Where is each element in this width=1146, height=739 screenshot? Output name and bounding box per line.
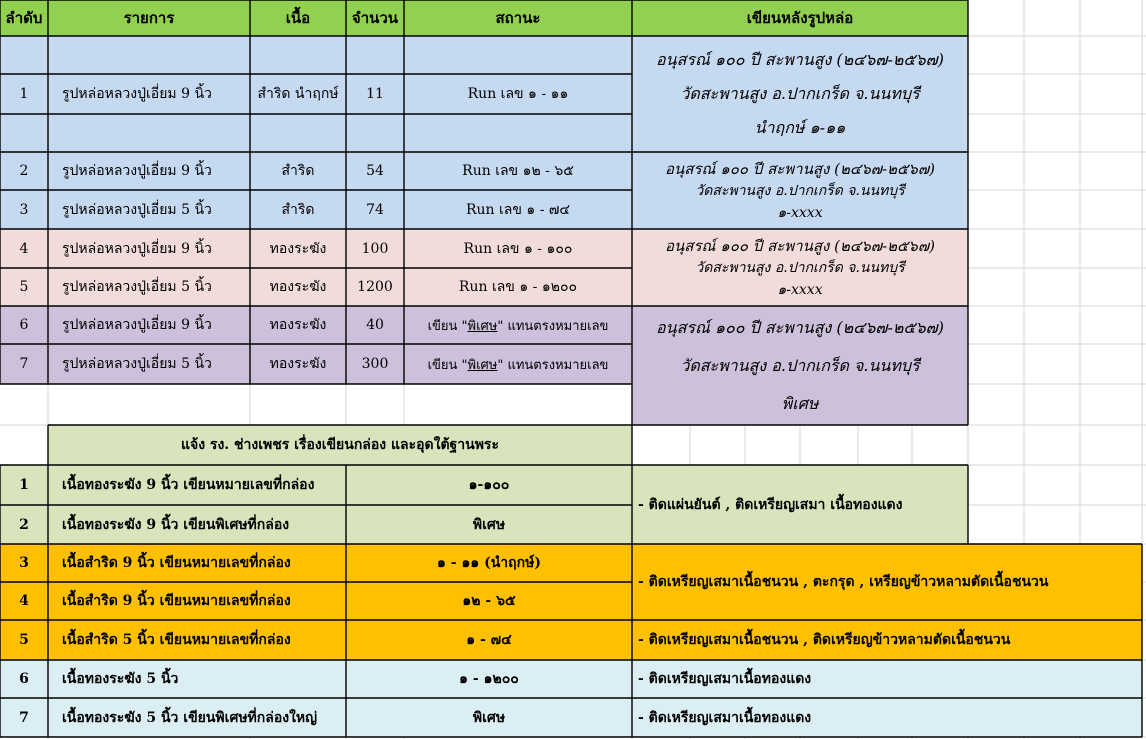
row6-item: รูปหล่อหลวงปู่เอี่ยม 9 นิ้ว (48, 306, 250, 344)
notice-row1-desc: เนื้อทองระฆัง 9 นิ้ว เขียนหมายเลขที่กล่อง (48, 465, 346, 505)
status-prefix: เขียน " (427, 357, 468, 373)
row6-qty: 40 (346, 306, 404, 344)
row6-status (404, 306, 632, 344)
status-underlined: พิเศษ (467, 357, 498, 373)
back-line: นำฤกษ์ ๑-๑๑ (754, 118, 846, 137)
notice-row6-num: 6 (0, 660, 48, 698)
notice-remark-6: - ติดเหรียญเสมาเนื้อทองแดง (632, 660, 1142, 698)
notice-remark-7: - ติดเหรียญเสมาเนื้อทองแดง (632, 698, 1142, 737)
header-item: รายการ (48, 0, 250, 36)
header-status: สถานะ (404, 0, 632, 36)
notice-row2-desc: เนื้อทองระฆัง 9 นิ้ว เขียนพิเศษที่กล่อง (48, 505, 346, 544)
back-line: อนุสรณ์ ๑๐๐ ปี สะพานสูง (๒๔๖๗-๒๕๖๗) (665, 159, 935, 178)
header-qty: จำนวน (346, 0, 404, 36)
back-line: พิเศษ (781, 393, 819, 413)
row4-item: รูปหล่อหลวงปู่เอี่ยม 9 นิ้ว (48, 229, 250, 268)
row3-status: Run เลข ๑ - ๗๔ (404, 190, 632, 229)
back-text-group2 (632, 152, 968, 229)
row4-num: 4 (0, 229, 48, 268)
row1-status: Run เลข ๑ - ๑๑ (404, 74, 632, 114)
back-text-group3 (632, 229, 968, 306)
row1-item: รูปหล่อหลวงปู่เอี่ยม 9 นิ้ว (48, 74, 250, 114)
row3-qty: 74 (346, 190, 404, 229)
notice-row3-value: ๑ - ๑๑ (นำฤกษ์) (346, 544, 632, 582)
header-material: เนื้อ (250, 0, 346, 36)
back-line: อนุสรณ์ ๑๐๐ ปี สะพานสูง (๒๔๖๗-๒๕๖๗) (656, 317, 944, 337)
back-line: อนุสรณ์ ๑๐๐ ปี สะพานสูง (๒๔๖๗-๒๕๖๗) (656, 50, 944, 69)
row4-status: Run เลข ๑ - ๑๐๐ (404, 229, 632, 268)
back-line: ๑-xxxx (777, 204, 823, 221)
row2-num: 2 (0, 152, 48, 190)
row3-item: รูปหล่อหลวงปู่เอี่ยม 5 นิ้ว (48, 190, 250, 229)
header-back: เขียนหลังรูปหล่อ (632, 0, 968, 36)
row1-num: 1 (0, 74, 48, 114)
row2-qty: 54 (346, 152, 404, 190)
notice-row7-value: พิเศษ (346, 698, 632, 737)
notice-row7-desc: เนื้อทองระฆัง 5 นิ้ว เขียนพิเศษที่กล่องใหญ่ (48, 698, 346, 737)
row2-material: สำริด (250, 152, 346, 190)
status-suffix: " แทนตรงหมายเลข (497, 318, 609, 334)
notice-row5-desc: เนื้อสำริด 5 นิ้ว เขียนหมายเลขที่กล่อง (48, 620, 346, 660)
row5-status: Run เลข ๑ - ๑๒๐๐ (404, 268, 632, 306)
status-suffix: " แทนตรงหมายเลข (497, 357, 609, 373)
row1-qty: 11 (346, 74, 404, 114)
notice-row5-num: 5 (0, 620, 48, 660)
row7-num: 7 (0, 344, 48, 384)
notice-remark-3-4: - ติดเหรียญเสมาเนื้อชนวน , ตะกรุด , เหรียญข้าวหลามตัดเนื้อชนวน (632, 544, 1142, 620)
notice-row4-value: ๑๒ - ๖๕ (346, 582, 632, 620)
row2-item: รูปหล่อหลวงปู่เอี่ยม 9 นิ้ว (48, 152, 250, 190)
row3-num: 3 (0, 190, 48, 229)
row2-status: Run เลข ๑๒ - ๖๕ (404, 152, 632, 190)
row5-num: 5 (0, 268, 48, 306)
back-line: วัดสะพานสูง อ.ปากเกร็ด จ.นนทบุรี (695, 182, 905, 199)
header-num: ลำดับ (0, 0, 48, 36)
back-line: วัดสะพานสูง อ.ปากเกร็ด จ.นนทบุรี (680, 355, 920, 375)
notice-row7-num: 7 (0, 698, 48, 737)
notice-row6-value: ๑ - ๑๒๐๐ (346, 660, 632, 698)
back-line: ๑-xxxx (777, 281, 823, 298)
notice-remark-1-2: - ติดแผ่นยันต์ , ติดเหรียญเสมา เนื้อทองแดง (632, 465, 968, 544)
row1-material: สำริด นำฤกษ์ (250, 74, 346, 114)
back-line: วัดสะพานสูง อ.ปากเกร็ด จ.นนทบุรี (680, 84, 920, 103)
row5-material: ทองระฆัง (250, 268, 346, 306)
row7-status (404, 344, 632, 384)
row5-qty: 1200 (346, 268, 404, 306)
notice-row3-num: 3 (0, 544, 48, 582)
notice-row3-desc: เนื้อสำริด 9 นิ้ว เขียนหมายเลขที่กล่อง (48, 544, 346, 582)
notice-remark-5: - ติดเหรียญเสมาเนื้อชนวน , ติดเหรียญข้าวหลามตัดเนื้อชนวน (632, 620, 1142, 660)
row6-material: ทองระฆัง (250, 306, 346, 344)
row1-blank-top (0, 36, 632, 74)
row7-item: รูปหล่อหลวงปู่เอี่ยม 5 นิ้ว (48, 344, 250, 384)
notice-row1-value: ๑-๑๐๐ (346, 465, 632, 505)
back-text-group4 (632, 306, 968, 425)
row7-material: ทองระฆัง (250, 344, 346, 384)
notice-row2-value: พิเศษ (346, 505, 632, 544)
notice-title: แจ้ง รง. ช่างเพชร เรื่องเขียนกล่อง และอุดใต้ฐานพระ (48, 425, 632, 465)
row4-material: ทองระฆัง (250, 229, 346, 268)
notice-row4-num: 4 (0, 582, 48, 620)
status-underlined: พิเศษ (467, 318, 498, 334)
back-text-group1 (632, 36, 968, 152)
notice-row4-desc: เนื้อสำริด 9 นิ้ว เขียนหมายเลขที่กล่อง (48, 582, 346, 620)
row5-item: รูปหล่อหลวงปู่เอี่ยม 5 นิ้ว (48, 268, 250, 306)
notice-row2-num: 2 (0, 505, 48, 544)
row1-blank-bottom (0, 114, 632, 152)
notice-row6-desc: เนื้อทองระฆัง 5 นิ้ว (48, 660, 346, 698)
row4-qty: 100 (346, 229, 404, 268)
notice-row5-value: ๑ - ๗๔ (346, 620, 632, 660)
notice-row1-num: 1 (0, 465, 48, 505)
row7-qty: 300 (346, 344, 404, 384)
row3-material: สำริด (250, 190, 346, 229)
row6-num: 6 (0, 306, 48, 344)
back-line: วัดสะพานสูง อ.ปากเกร็ด จ.นนทบุรี (695, 259, 905, 276)
status-prefix: เขียน " (427, 318, 468, 334)
back-line: อนุสรณ์ ๑๐๐ ปี สะพานสูง (๒๔๖๗-๒๕๖๗) (665, 236, 935, 255)
